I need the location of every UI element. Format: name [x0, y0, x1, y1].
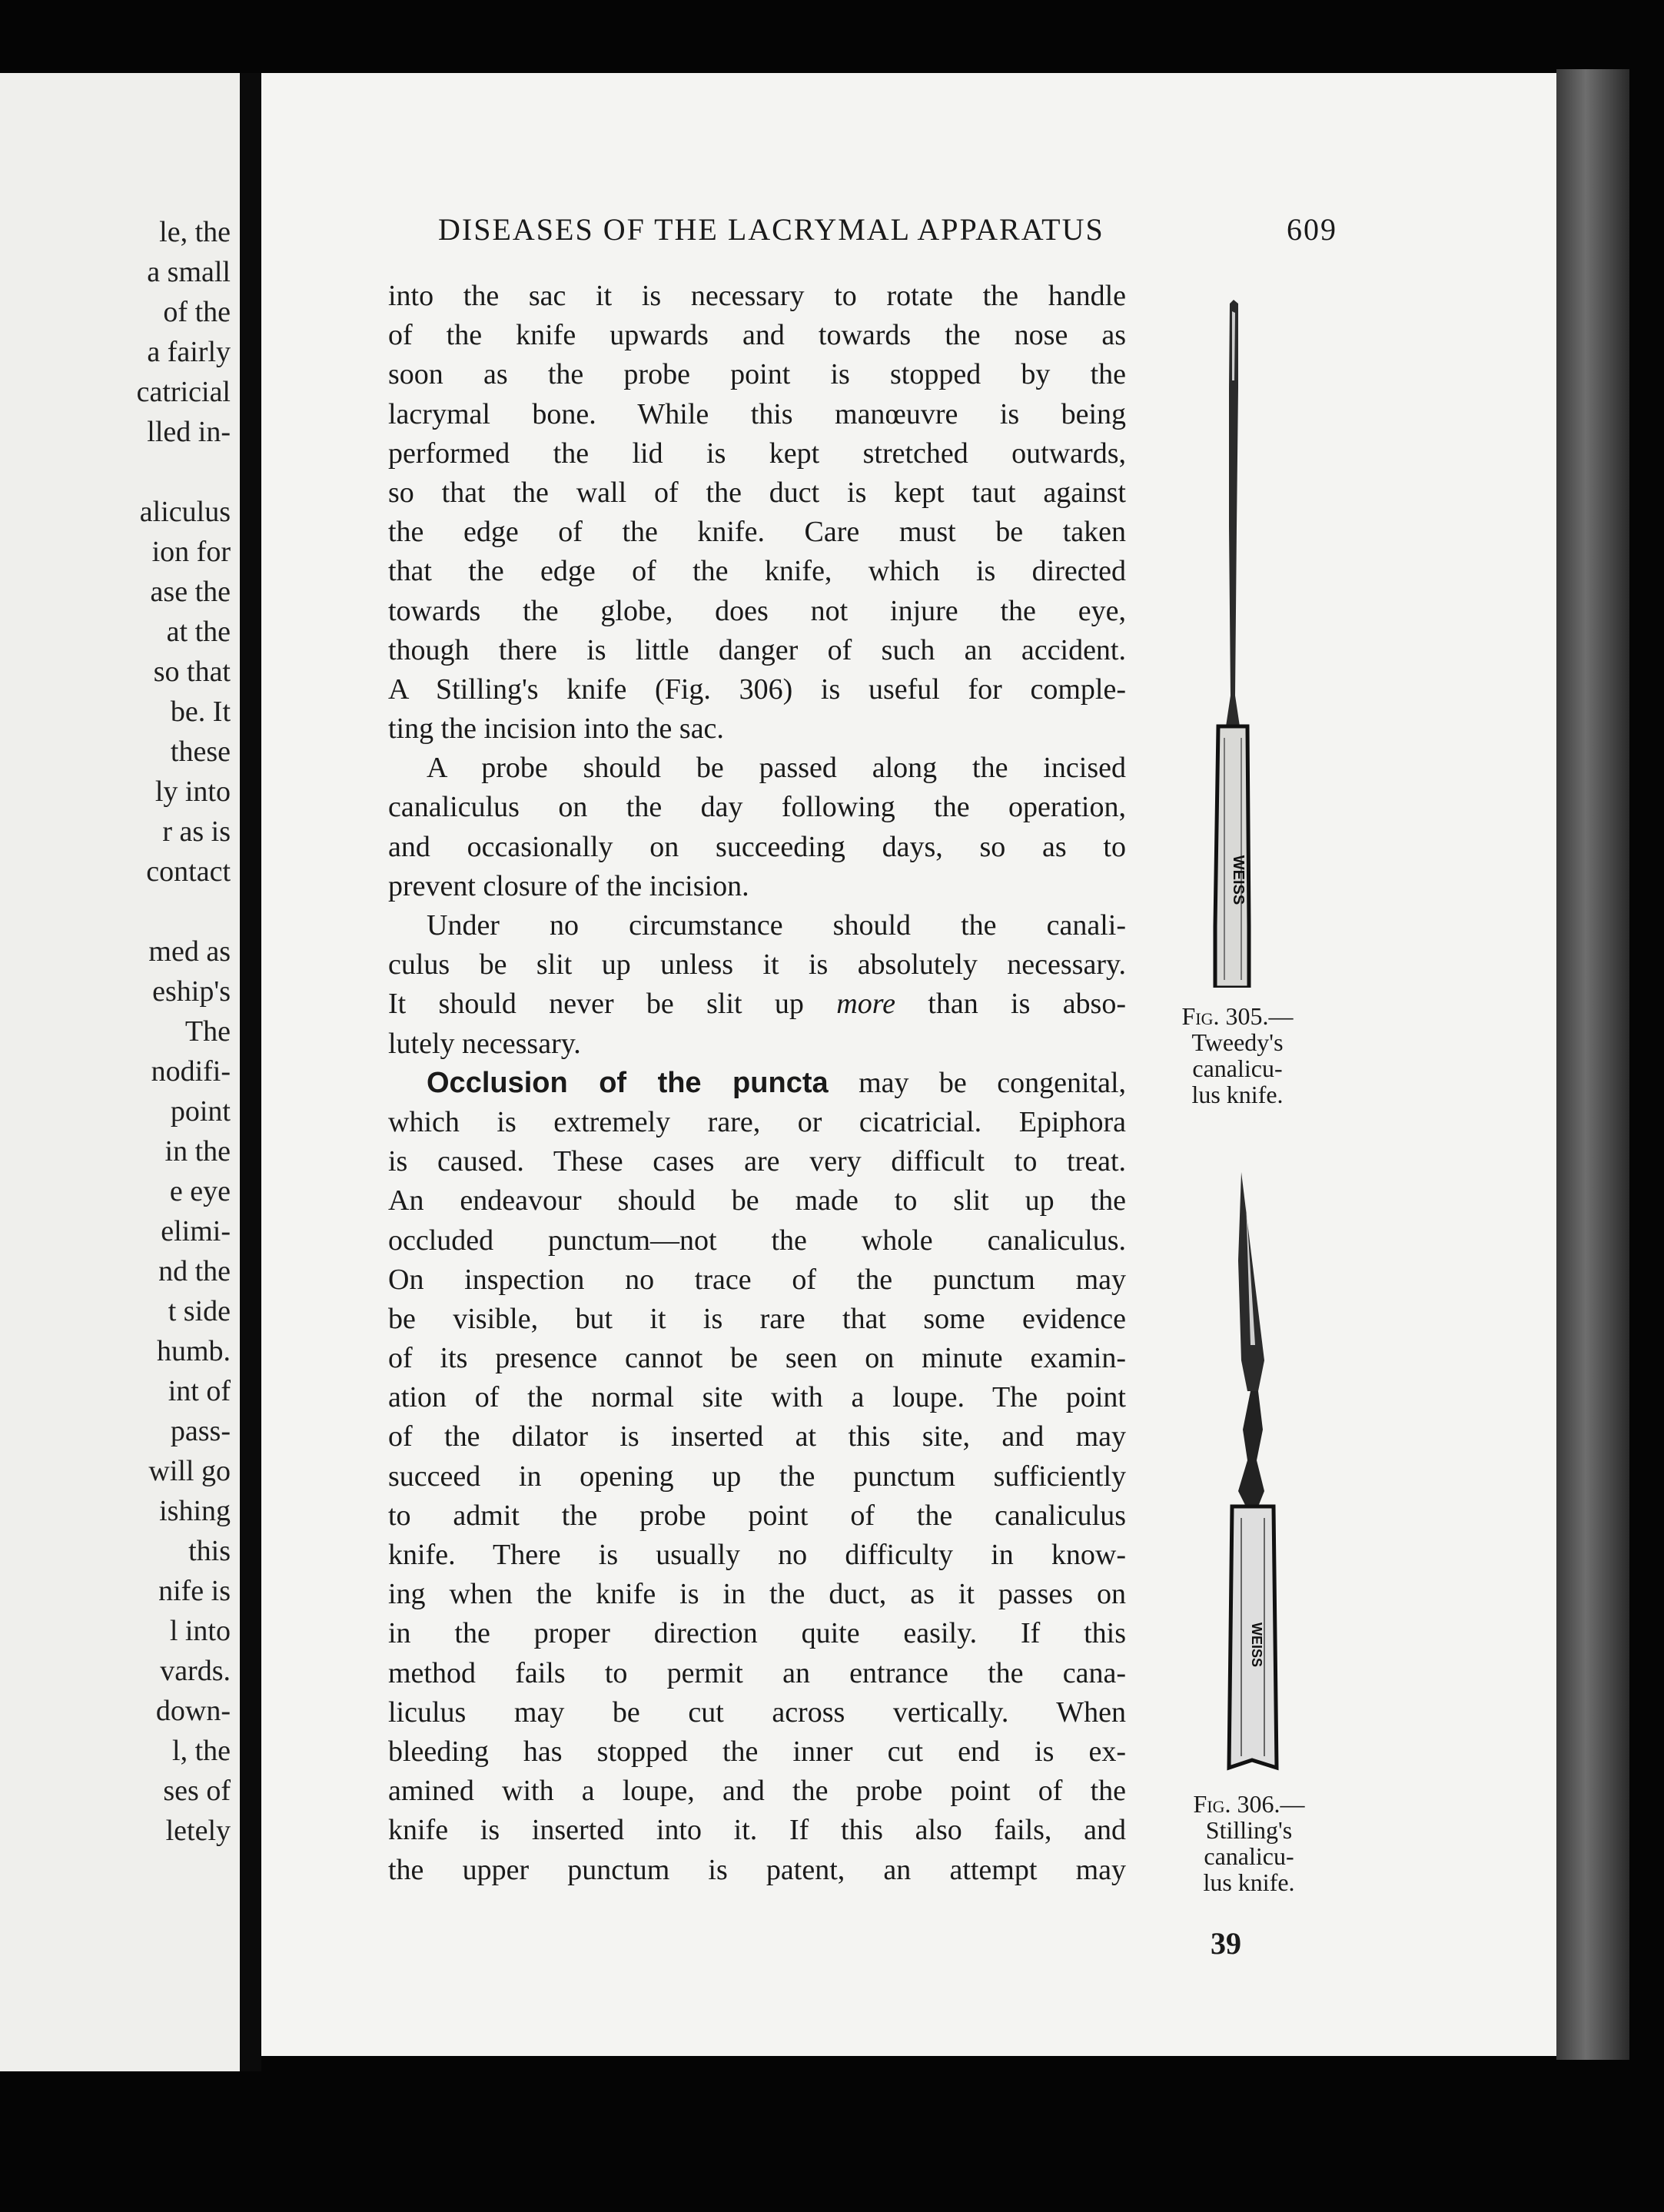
- left-page-text-fragment: humb.: [156, 1335, 231, 1367]
- text-line: A probe should be passed along the incised: [427, 752, 1126, 785]
- text-line: of the dilator is inserted at this site, and may: [388, 1420, 1126, 1453]
- text-segment: may be congenital,: [859, 1066, 1126, 1099]
- text-line: performed the lid is kept stretched outwards,: [388, 437, 1126, 470]
- text-segment: It should never be slit up: [388, 988, 804, 1021]
- left-page-text-fragment: in the: [164, 1135, 231, 1167]
- left-page-fragment: [0, 73, 240, 2071]
- signature-mark: 39: [1211, 1926, 1241, 1961]
- running-header: [438, 211, 1337, 247]
- left-page-text-fragment: med as: [148, 935, 231, 968]
- left-page-text-fragment: l, the: [172, 1735, 231, 1767]
- left-page-text-fragment: nife is: [158, 1575, 231, 1607]
- left-page-text-fragment: this: [188, 1535, 231, 1567]
- figure-306-caption: [1161, 1791, 1337, 1895]
- page-edges: [1556, 69, 1629, 2060]
- text-line: [388, 1064, 1126, 1103]
- text-line: culus be slit up unless it is absolutely necessary.: [388, 948, 1126, 981]
- text-line: knife is inserted into it. If this also fails, and: [388, 1814, 1126, 1847]
- caption-line: lus knife.: [1203, 1868, 1295, 1896]
- caption-line: Stilling's: [1205, 1816, 1293, 1844]
- text-line: towards the globe, does not injure the eye,: [388, 594, 1126, 627]
- text-line: that the edge of the knife, which is directed: [388, 555, 1126, 588]
- running-title: DISEASES OF THE LACRYMAL APPARATUS: [438, 212, 1104, 247]
- left-page-text-fragment: catricial: [136, 376, 231, 408]
- text-line: bleeding has stopped the inner cut end is ex-: [388, 1735, 1126, 1768]
- text-line: ting the incision into the sac.: [388, 712, 724, 746]
- text-line: is caused. These cases are very difficult to treat.: [388, 1145, 1126, 1178]
- left-page-text-fragment: The: [184, 1015, 231, 1048]
- left-page-text-fragment: point: [170, 1095, 231, 1128]
- figure-label: Fig. 306.—: [1193, 1790, 1305, 1818]
- left-page-text-fragment: vards.: [160, 1655, 231, 1687]
- caption-line: canalicu-: [1192, 1055, 1283, 1082]
- text-line: though there is little danger of such an accident.: [388, 633, 1126, 666]
- stilling-knife-illustration: [1218, 1168, 1310, 1775]
- text-line: into the sac it is necessary to rotate the handle: [388, 280, 1126, 312]
- left-page-text-fragment: contact: [146, 855, 231, 888]
- left-page-text-fragment: nodifi-: [151, 1055, 231, 1088]
- text-line: of its presence cannot be seen on minute examin-: [388, 1342, 1126, 1375]
- emphasis-more: more: [836, 988, 895, 1021]
- text-line: be visible, but it is rare that some evidence: [388, 1302, 1126, 1335]
- text-line: lutely necessary.: [388, 1027, 581, 1060]
- text-line: liculus may be cut across vertically. When: [388, 1696, 1126, 1729]
- text-line: of the knife upwards and towards the nose as: [388, 319, 1126, 352]
- text-line: [388, 985, 1126, 1024]
- figure-label: Fig. 305.—: [1181, 1002, 1294, 1030]
- left-page-text-fragment: e eye: [169, 1175, 231, 1207]
- left-page-text-fragment: r as is: [162, 815, 231, 848]
- left-page-text-fragment: a small: [147, 256, 231, 288]
- left-page-text-fragment: at the: [166, 616, 231, 648]
- left-page-text-fragment: ly into: [154, 776, 231, 808]
- main-text-column: [388, 277, 1126, 1890]
- left-page-text-fragment: ase the: [150, 576, 231, 608]
- left-page-text-fragment: le, the: [159, 216, 231, 248]
- tweedy-knife-illustration: [1187, 296, 1280, 988]
- text-line: succeed in opening up the punctum sufficiently: [388, 1460, 1126, 1493]
- page-number: 609: [1287, 212, 1337, 247]
- caption-line: Tweedy's: [1191, 1028, 1284, 1056]
- left-page-text-fragment: these: [170, 736, 231, 768]
- text-line: in the proper direction quite easily. If this: [388, 1617, 1126, 1650]
- left-page-text-fragment: ses of: [163, 1775, 231, 1807]
- text-line: method fails to permit an entrance the cana-: [388, 1656, 1126, 1689]
- handle-maker-mark: WEISS: [1230, 855, 1247, 905]
- text-line: ation of the normal site with a loupe. The point: [388, 1381, 1126, 1414]
- left-page-text-fragment: int of: [168, 1375, 231, 1407]
- left-page-text-fragment: elimi-: [161, 1215, 231, 1247]
- text-line: canaliculus on the day following the operation,: [388, 791, 1126, 824]
- text-line: so that the wall of the duct is kept taut against: [388, 476, 1126, 509]
- left-page-text-fragment: eship's: [152, 975, 231, 1008]
- text-line: On inspection no trace of the punctum may: [388, 1263, 1126, 1296]
- text-line: soon as the probe point is stopped by the: [388, 358, 1126, 391]
- left-page-text-fragment: be. It: [170, 696, 231, 728]
- text-segment: than is abso-: [928, 988, 1126, 1021]
- handle-maker-mark: WEISS: [1249, 1622, 1264, 1668]
- left-page-text-fragment: nd the: [158, 1255, 231, 1287]
- left-page-text-fragment: aliculus: [139, 496, 231, 528]
- text-line: lacrymal bone. While this manœuvre is being: [388, 397, 1126, 430]
- text-line: amined with a loupe, and the probe point of the: [388, 1775, 1126, 1808]
- left-page-text-fragment: t side: [168, 1295, 231, 1327]
- left-page-text-fragment: l into: [169, 1615, 231, 1647]
- left-page-text-fragment: of the: [163, 296, 231, 328]
- left-page-text-fragment: ishing: [159, 1495, 231, 1527]
- left-page-text-fragment: so that: [153, 656, 231, 688]
- figure-305-caption: [1161, 1003, 1314, 1108]
- text-line: occluded punctum—not the whole canaliculus.: [388, 1224, 1126, 1257]
- left-page-text-fragment: ion for: [151, 536, 231, 568]
- text-line: to admit the probe point of the canaliculus: [388, 1499, 1126, 1532]
- text-line: An endeavour should be made to slit up the: [388, 1184, 1126, 1217]
- left-page-text-fragment: lled in-: [147, 416, 231, 448]
- left-page-text-fragment: a fairly: [147, 336, 231, 368]
- caption-line: canalicu-: [1204, 1842, 1294, 1870]
- left-page-text-fragment: pass-: [170, 1415, 231, 1447]
- text-line: A Stilling's knife (Fig. 306) is useful for comple-: [388, 673, 1126, 706]
- text-line: ing when the knife is in the duct, as it passes on: [388, 1578, 1126, 1611]
- left-page-text-fragment: letely: [165, 1815, 231, 1847]
- book-gutter: [240, 73, 261, 2071]
- text-line: knife. There is usually no difficulty in know-: [388, 1539, 1126, 1571]
- text-line: prevent closure of the incision.: [388, 869, 749, 902]
- text-line: which is extremely rare, or cicatricial. Epiphora: [388, 1105, 1126, 1138]
- caption-line: lus knife.: [1191, 1081, 1284, 1108]
- text-line: the edge of the knife. Care must be taken: [388, 516, 1126, 549]
- text-line: and occasionally on succeeding days, so as to: [388, 830, 1126, 863]
- section-heading: Occlusion of the puncta: [427, 1066, 829, 1099]
- text-line: Under no circumstance should the canali-: [427, 909, 1126, 942]
- left-page-text-fragment: down-: [155, 1695, 231, 1727]
- left-page-text-fragment: will go: [148, 1455, 231, 1487]
- text-line: the upper punctum is patent, an attempt may: [388, 1853, 1126, 1886]
